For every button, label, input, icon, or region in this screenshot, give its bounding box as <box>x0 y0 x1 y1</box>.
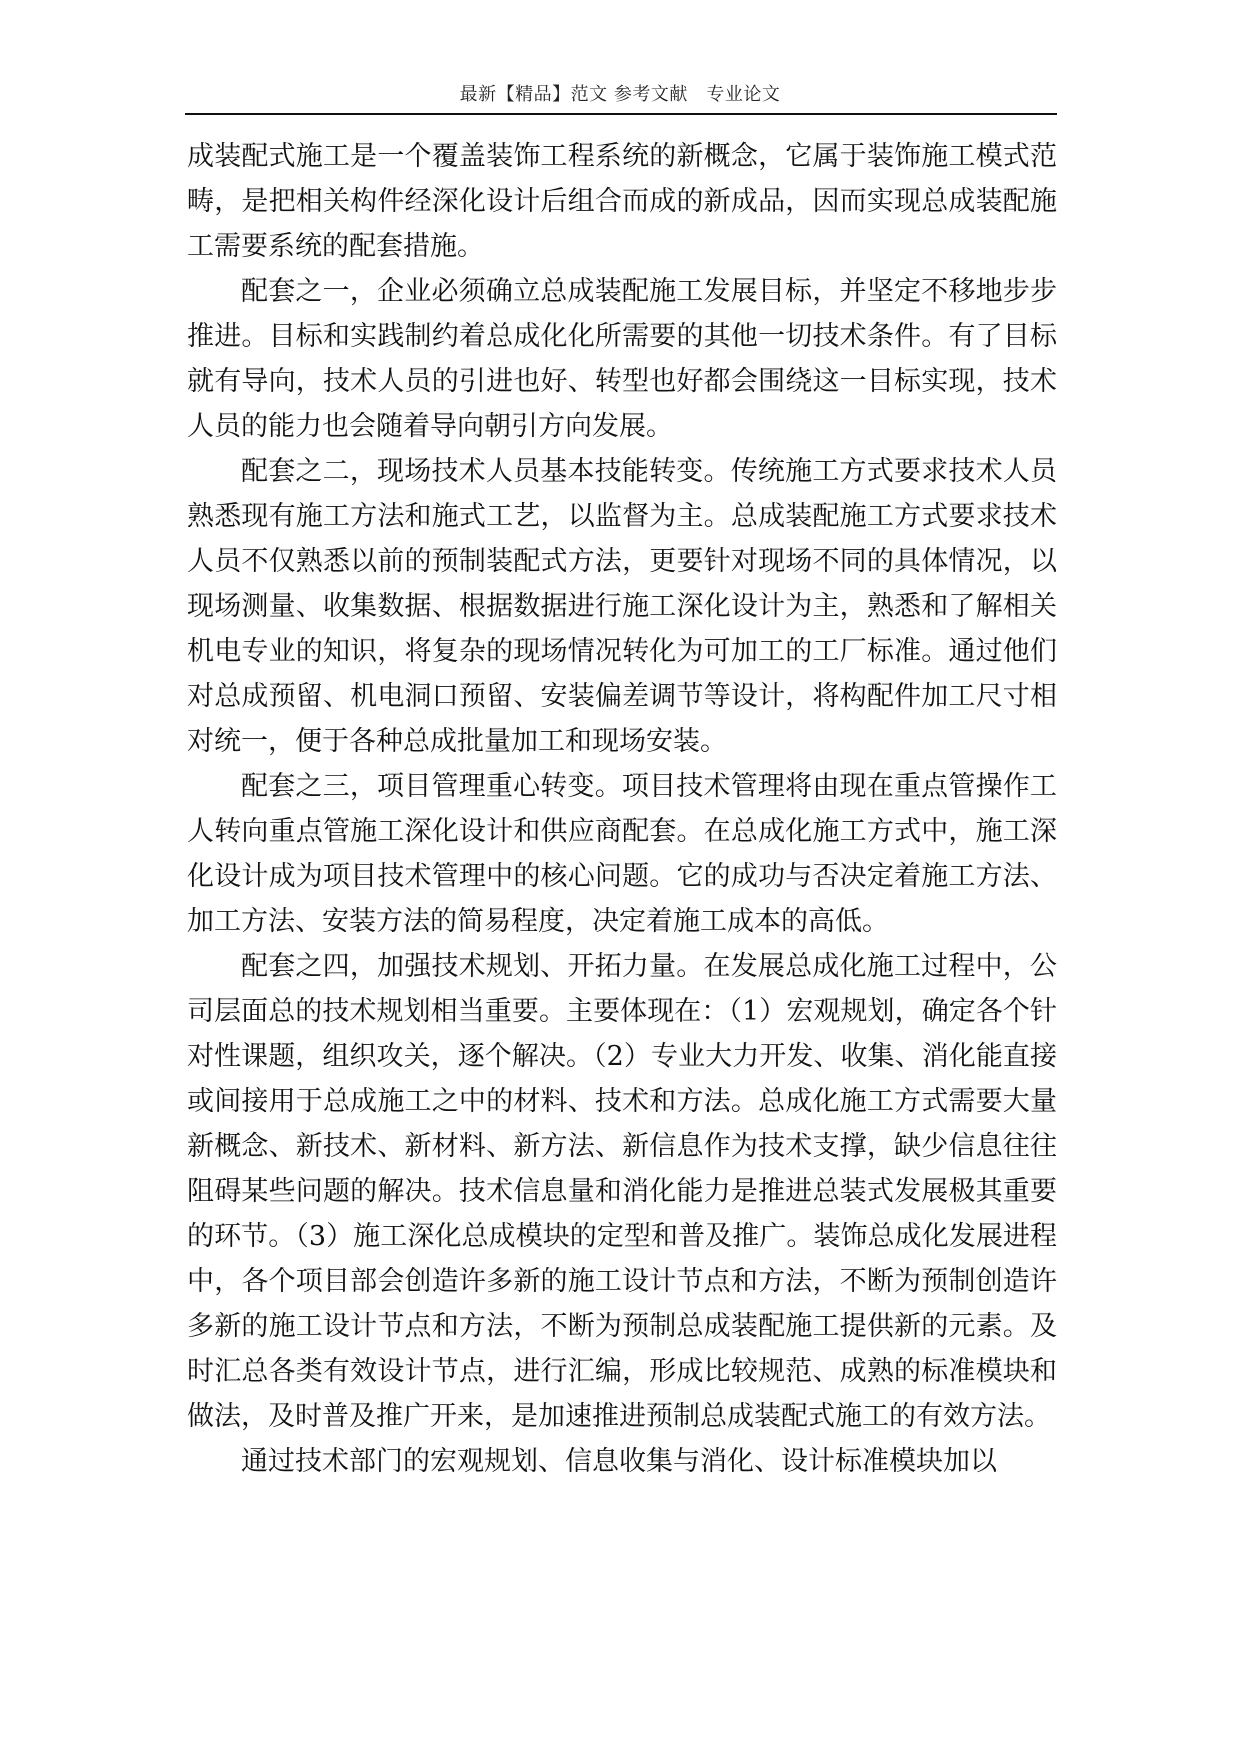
paragraph: 成装配式施工是一个覆盖装饰工程系统的新概念，它属于装饰施工模式范畴，是把相关构件经深化设计后组合而成的新成品，因而实现总成装配施工需要系统的配套措施。 <box>187 141 1057 262</box>
page-header: 最新【精品】范文 参考文献 专业论文 <box>459 84 781 105</box>
paragraph: 配套之二，现场技术人员基本技能转变。传统施工方式要求技术人员熟悉现有施工方法和施式工艺，以监督为主。总成装配施工方式要求技术人员不仅熟悉以前的预制装配式方法，更要针对现场不同的具体情况，以现场测量、收集数据、根据数据进行施工深化设计为主，熟悉和了解相关机电专业的知识，将复杂的现场情况转化为可加工的工厂标准。通过他们对总成预留、机电洞口预留、安装偏差调节等设计，将构配件加工尺寸相对统一，便于各种总成批量加工和现场安装。 <box>187 456 1057 757</box>
paragraph: 配套之四，加强技术规划、开拓力量。在发展总成化施工过程中，公司层面总的技术规划相当重要。主要体现在：（1）宏观规划，确定各个针对性课题，组织攻关，逐个解决。（2）专业大力开发、收集、消化能直接或间接用于总成施工之中的材料、技术和方法。总成化施工方式需要大量新概念、新技术、新材料、新方法、新信息作为技术支撑，缺少信息往往阻碍某些问题的解决。技术信息量和消化能力是推进总装式发展极其重要的环节。（3）施工深化总成模块的定型和普及推广。装饰总成化发展进程中，各个项目部会创造许多新的施工设计节点和方法，不断为预制创造许多新的施工设计节点和方法，不断为预制总成装配施工提供新的元素。及时汇总各类有效设计节点，进行汇编，形成比较规范、成熟的标准模块和做法，及时普及推广开来，是加速推进预制总成装配式施工的有效方法。 <box>187 951 1057 1432</box>
header-divider <box>185 113 1057 115</box>
paragraph: 配套之一，企业必须确立总成装配施工发展目标，并坚定不移地步步推进。目标和实践制约着总成化化所需要的其他一切技术条件。有了目标就有导向，技术人员的引进也好、转型也好都会围绕这一目标实现，技术人员的能力也会随着导向朝引方向发展。 <box>187 276 1057 442</box>
document-body <box>187 134 1057 1484</box>
paragraph: 配套之三，项目管理重心转变。项目技术管理将由现在重点管操作工人转向重点管施工深化设计和供应商配套。在总成化施工方式中，施工深化设计成为项目技术管理中的核心问题。它的成功与否决定着施工方法、加工方法、安装方法的简易程度，决定着施工成本的高低。 <box>187 771 1057 937</box>
paragraph: 通过技术部门的宏观规划、信息收集与消化、设计标准模块加以 <box>241 1446 997 1477</box>
